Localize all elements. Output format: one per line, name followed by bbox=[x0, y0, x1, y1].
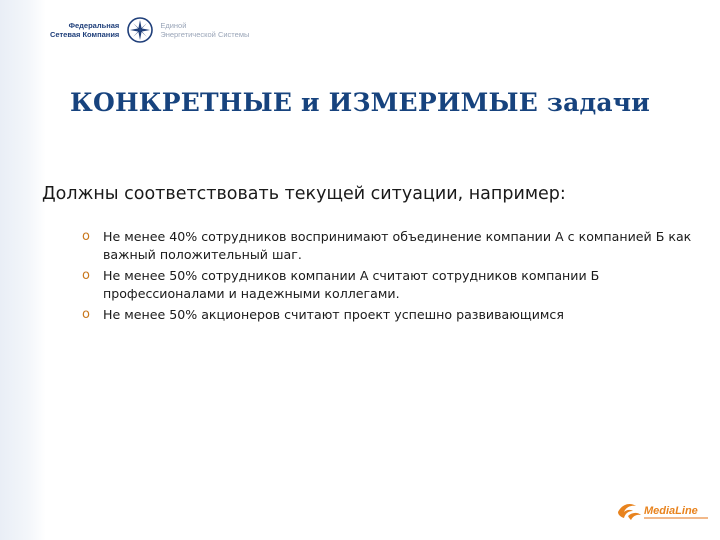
list-item bbox=[82, 306, 692, 324]
bullet-marker: o bbox=[82, 229, 90, 244]
bullet-text: Не менее 50% акционеров считают проект успешно развивающимся bbox=[103, 307, 564, 322]
slide-title: КОНКРЕТНЫЕ и ИЗМЕРИМЫЕ задачи bbox=[70, 88, 650, 117]
system-name-line2: Энергетической Системы bbox=[160, 30, 250, 39]
bullet-text: Не менее 50% сотрудников компании А считают сотрудников компании Б профессионалами и надежными коллегами. bbox=[103, 268, 600, 301]
company-name-line1: Федеральная bbox=[68, 21, 120, 30]
bullet-text: Не менее 40% сотрудников воспринимают объединение компании А с компанией Б как важный положительный шаг. bbox=[103, 229, 692, 262]
list-item bbox=[82, 228, 692, 264]
company-name bbox=[50, 21, 119, 39]
system-name-line1: Единой bbox=[160, 21, 187, 30]
bullet-list bbox=[82, 228, 692, 327]
list-item bbox=[82, 267, 692, 303]
medialine-logo-icon bbox=[616, 498, 712, 526]
header-logos bbox=[50, 16, 249, 44]
slide-subtitle: Должны соответствовать текущей ситуации, например: bbox=[42, 184, 566, 204]
company-name-line2: Сетевая Компания bbox=[50, 30, 120, 39]
fsk-emblem-icon bbox=[126, 16, 154, 44]
left-gradient-strip bbox=[0, 0, 46, 540]
bullet-marker: o bbox=[82, 307, 90, 322]
brand-name: MediaLine bbox=[644, 505, 698, 517]
bullet-marker: o bbox=[82, 268, 90, 283]
system-name bbox=[160, 21, 249, 39]
